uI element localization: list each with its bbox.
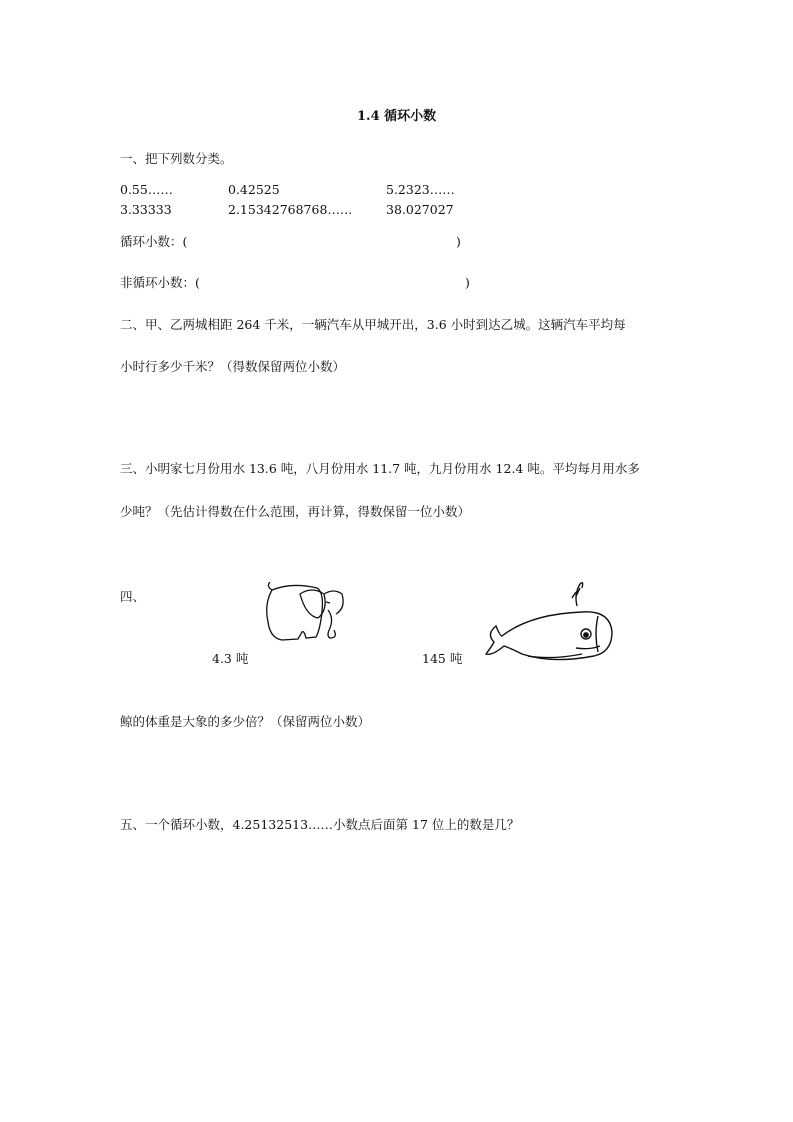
q3-line2: 少吨？（先估计得数在什么范围，再计算，得数保留一位小数）: [120, 504, 471, 519]
q2-line2: 小时行多少千米？（得数保留两位小数）: [120, 359, 346, 374]
q2-line1: 二、甲、乙两城相距 264 千米，一辆汽车从甲城开出，3.6 小时到达乙城。这辆汽车平均每: [120, 317, 626, 332]
q3-line1: 三、小明家七月份用水 13.6 吨，八月份用水 11.7 吨，九月份用水 12.4 吨。平均每月用水多: [120, 461, 640, 476]
q5-text: 五、一个循环小数，4.25132513……小数点后面第 17 位上的数是几？: [120, 817, 520, 832]
elephant-weight: 4.3 吨: [212, 651, 249, 666]
q4-label: 四、: [120, 589, 146, 604]
whale-image: [482, 576, 617, 664]
page-title: 1.4 循环小数: [357, 109, 437, 124]
q4-question: 鲸的体重是大象的多少倍？（保留两位小数）: [120, 714, 371, 729]
number-item: 3.33333: [120, 202, 172, 217]
nonrepeating-label: 非循环小数：(: [120, 275, 200, 290]
number-item: 2.15342768768……: [228, 202, 353, 217]
q1-prompt: 一、把下列数分类。: [120, 151, 233, 166]
nonrepeating-close: ): [465, 275, 470, 290]
repeating-close: ): [456, 234, 461, 249]
elephant-image: [262, 582, 354, 644]
number-item: 0.55……: [120, 182, 173, 197]
number-item: 0.42525: [228, 182, 280, 197]
number-item: 38.027027: [386, 202, 454, 217]
number-item: 5.2323……: [386, 182, 455, 197]
whale-weight: 145 吨: [422, 651, 463, 666]
repeating-label: 循环小数：(: [120, 234, 188, 249]
